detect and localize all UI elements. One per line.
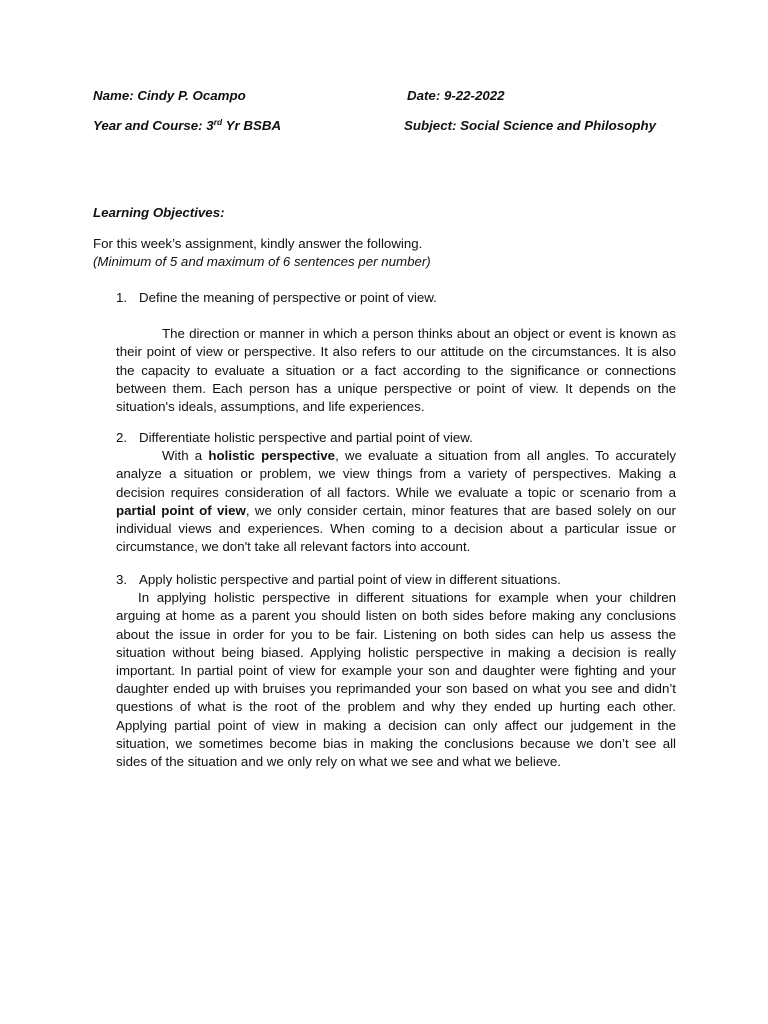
- subject: Subject: Social Science and Philosophy: [404, 118, 656, 133]
- assignment-date: Date: 9-22-2022: [407, 88, 505, 103]
- question-2: [116, 429, 676, 556]
- learning-objectives-heading: Learning Objectives:: [93, 205, 225, 220]
- year-course-ordinal: rd: [213, 117, 223, 127]
- intro-requirement: (Minimum of 5 and maximum of 6 sentences per number): [93, 254, 431, 269]
- question-text: Apply holistic perspective and partial point of view in different situations.: [139, 572, 561, 587]
- answer-text: In applying holistic perspective in different situations for example when your children arguing at home as a parent you should listen on both sides before making any conclusions about the issue in order for you to be fair. Listening on both sides can help us assess the situation without being biased. Applying holistic perspective in making a decision is really important. In partial point of view for example your son and daughter were fighting and your daughter ended up with bruises you reprimanded your son based on what you see and didn’t questions of what is the root of the problem and why they ended up hurting each other. Applying partial point of view in making a decision can only affect our judgement in the situation, we sometimes become bias in making the conclusions because we don’t see all sides of the situation and we only rely on what we see and what we believe.: [116, 590, 676, 770]
- year-course-prefix: Year and Course: 3: [93, 118, 214, 133]
- question-3: [116, 571, 676, 771]
- question-text: Define the meaning of perspective or point of view.: [139, 290, 437, 305]
- question-title: [116, 571, 676, 589]
- year-course-suffix: Yr BSBA: [222, 118, 282, 133]
- question-title: [116, 429, 676, 447]
- question-number: 3.: [116, 572, 128, 587]
- intro-line: For this week’s assignment, kindly answer the following.: [93, 236, 423, 251]
- year-and-course: [93, 118, 281, 133]
- intro-instructions: [93, 235, 431, 271]
- answer-segment: , we evaluate a situation from all angles. To accurately analyze a situation or problem, we view things from a variety of perspectives. Making a decision requires consideration of all factors. While we evaluate a topic or scenario from a: [116, 448, 676, 500]
- question-title: [116, 289, 676, 307]
- term-partial-point-of-view: partial point of view: [116, 502, 246, 518]
- question-number: 2.: [116, 430, 128, 445]
- question-text: Differentiate holistic perspective and partial point of view.: [139, 430, 473, 445]
- answer-text: [116, 447, 676, 556]
- term-holistic-perspective: holistic perspective: [208, 448, 336, 464]
- question-1: [116, 289, 676, 416]
- answer-segment: With a: [162, 448, 209, 464]
- student-name: Name: Cindy P. Ocampo: [93, 88, 246, 103]
- answer-segment: , we only consider certain, minor features that are based solely on our individual views and experiences. When coming to a decision about a particular issue or circumstance, we don't take all relevant factors into account.: [116, 502, 676, 555]
- answer-text: The direction or manner in which a person thinks about an object or event is known as their point of view or perspective. It also refers to our attitude on the circumstances. It is also the capacity to evaluate a situation or a fact according to the significance or connections between them. Each person has a unique perspective or point of view. It depends on the situation's ideals, assumptions, and life experiences.: [116, 326, 676, 415]
- question-number: 1.: [116, 290, 128, 305]
